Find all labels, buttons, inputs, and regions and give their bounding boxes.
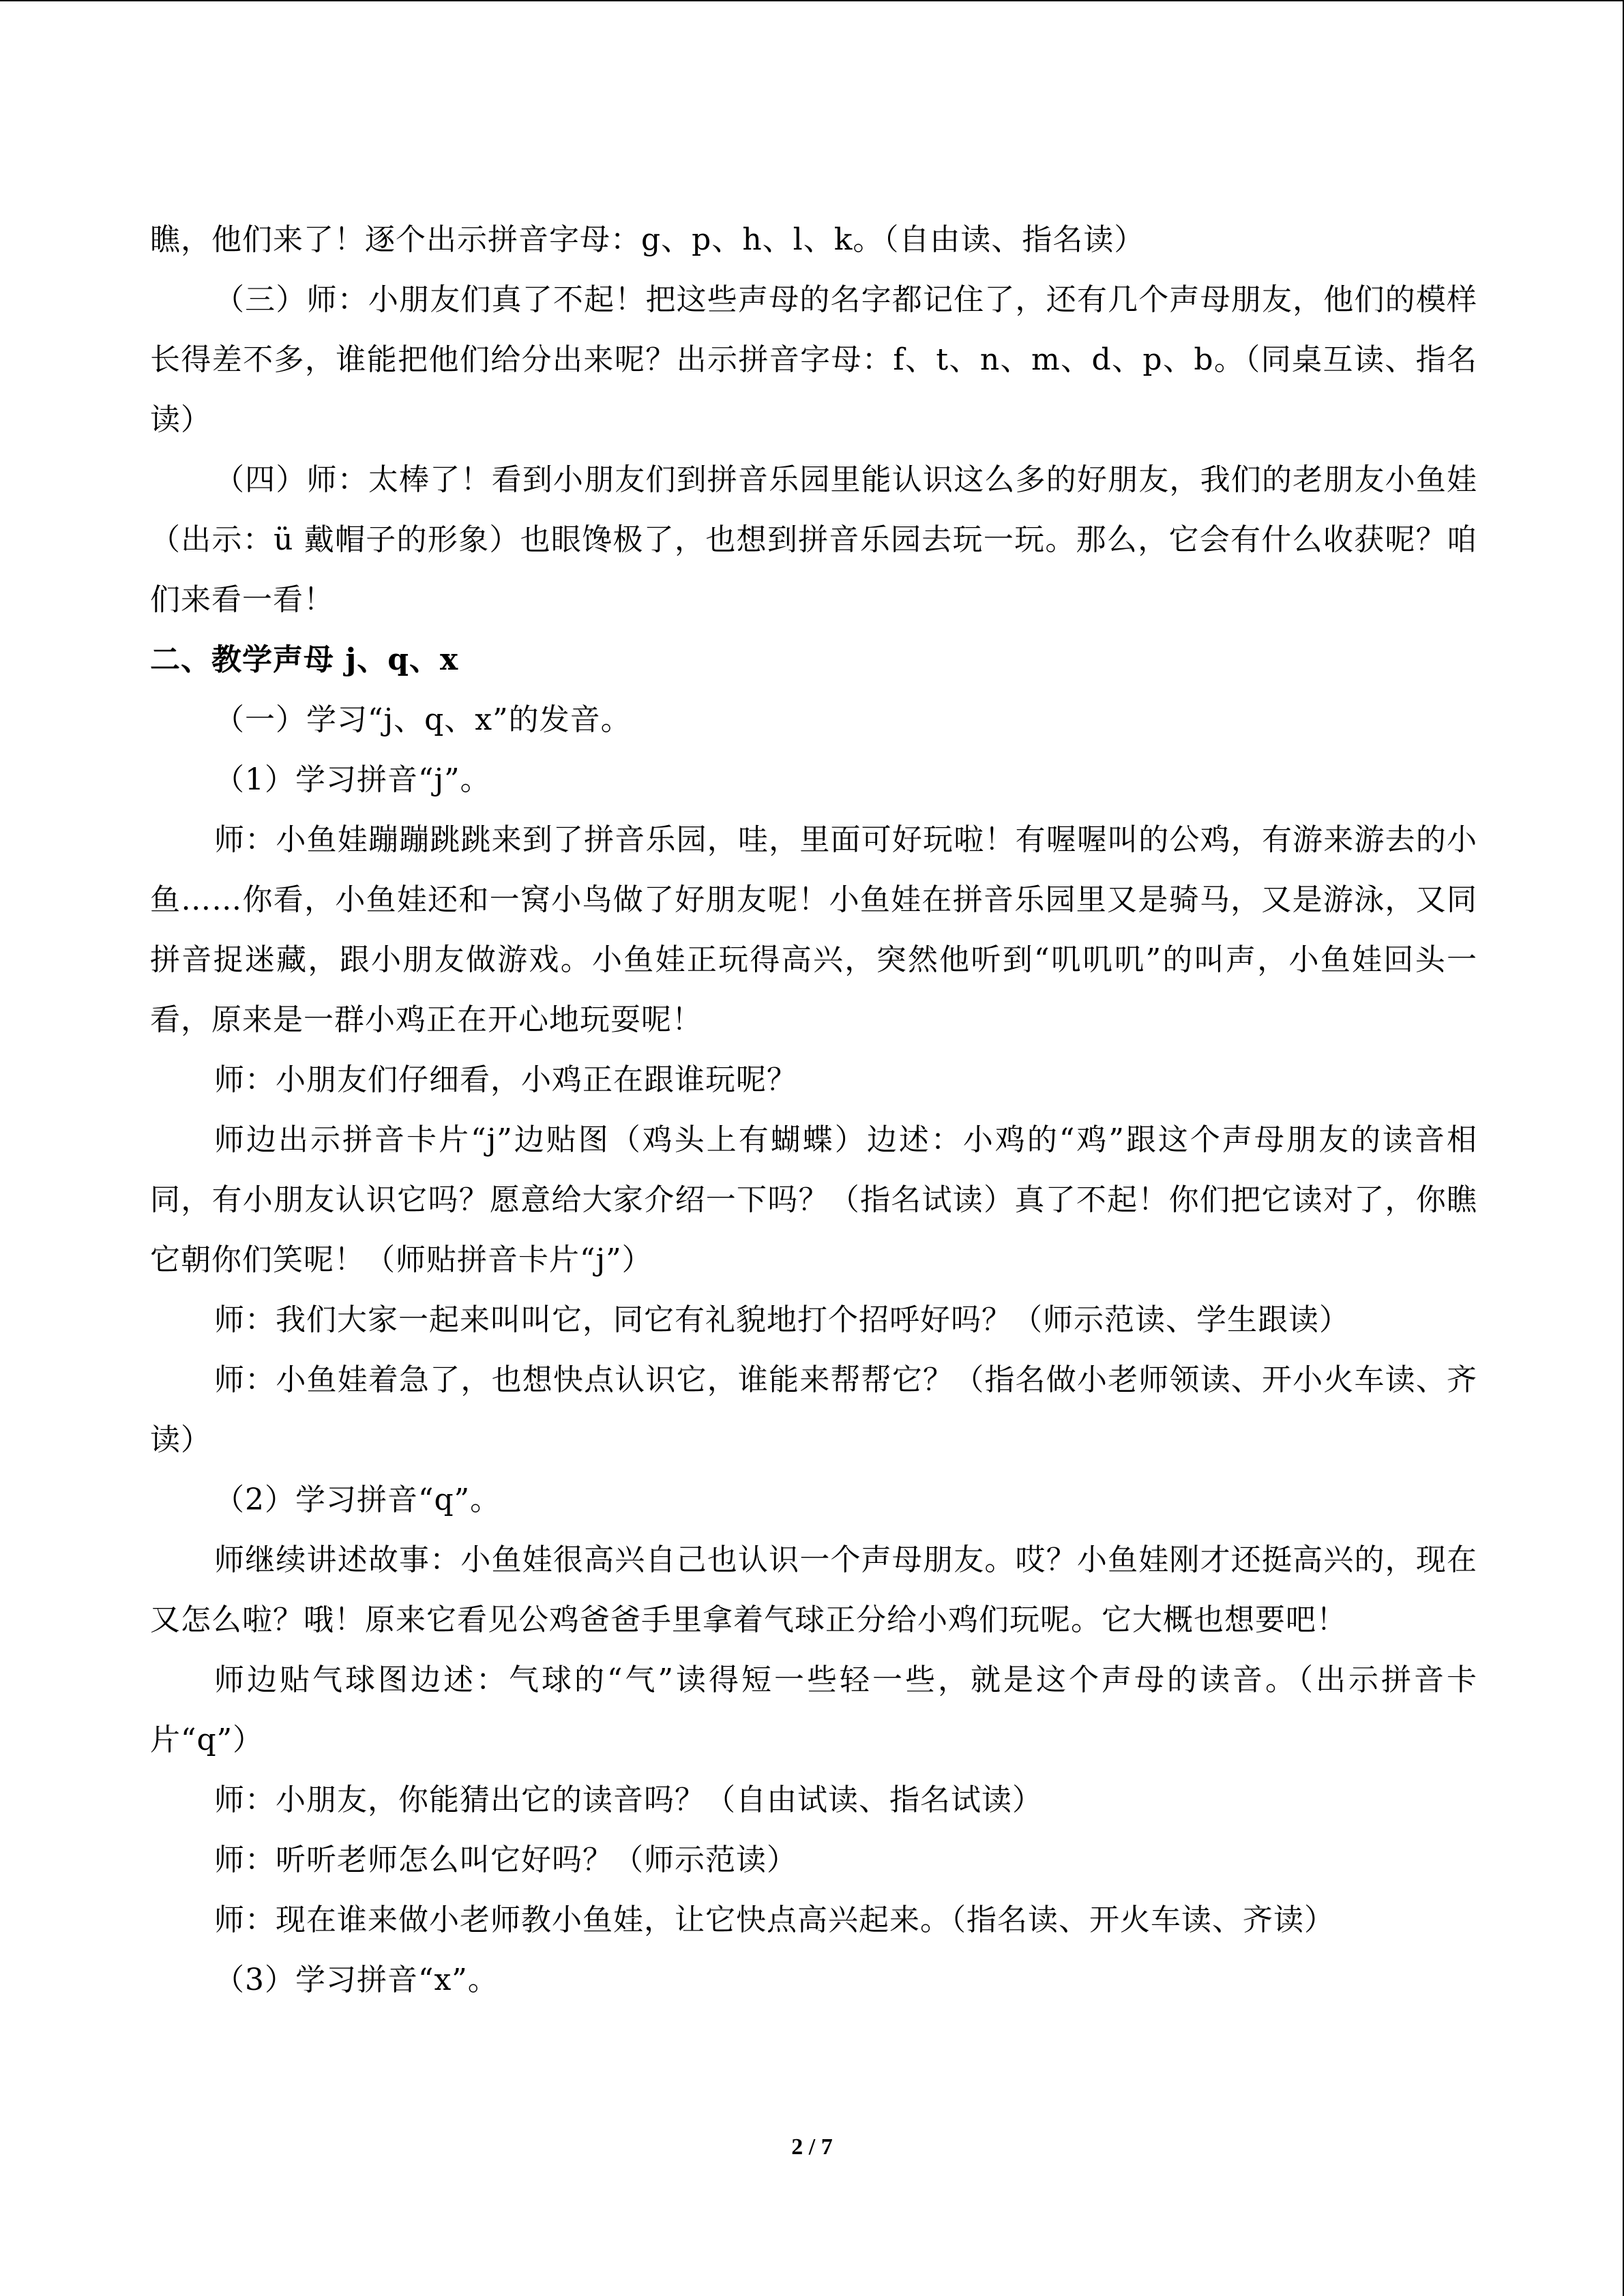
paragraph: 师：我们大家一起来叫叫它，同它有礼貌地打个招呼好吗？（师示范读、学生跟读） xyxy=(214,1302,1350,1337)
paragraph: （1）学习拼音“j”。 xyxy=(214,762,491,797)
paragraph: 师：小朋友，你能猜出它的读音吗？（自由试读、指名试读） xyxy=(214,1783,1043,1817)
section-heading: 二、教学声母 j、q、x xyxy=(150,642,459,677)
paragraph: 师边出示拼音卡片“j”边贴图（鸡头上有蝴蝶）边述：小鸡的“鸡”跟这个声母朋友的读音相同，有小朋友认识它吗？愿意给大家介绍一下吗？（指名试读）真了不起！你们把它读对了，你瞧它朝你们笑呢！（师贴拼音卡片“j”） xyxy=(150,1122,1477,1277)
document-body xyxy=(150,210,1477,2010)
paragraph: 师：小朋友们仔细看，小鸡正在跟谁玩呢？ xyxy=(214,1062,797,1097)
paragraph: 师继续讲述故事：小鱼娃很高兴自己也认识一个声母朋友。哎？小鱼娃刚才还挺高兴的，现在又怎么啦？哦！原来它看见公鸡爸爸手里拿着气球正分给小鸡们玩呢。它大概也想要吧！ xyxy=(150,1542,1477,1637)
paragraph: （四）师：太棒了！看到小朋友们到拼音乐园里能认识这么多的好朋友，我们的老朋友小鱼娃（出示：ü 戴帽子的形象）也眼馋极了，也想到拼音乐园去玩一玩。那么，它会有什么收获呢？咱们来看一看！ xyxy=(150,462,1477,617)
paragraph: 师边贴气球图边述：气球的“气”读得短一些轻一些，就是这个声母的读音。（出示拼音卡片“q”） xyxy=(150,1663,1477,1757)
paragraph-continuation: 瞧，他们来了！逐个出示拼音字母：g、p、h、l、k。（自由读、指名读） xyxy=(150,222,1145,257)
paragraph: 师：小鱼娃蹦蹦跳跳来到了拼音乐园，哇，里面可好玩啦！有喔喔叫的公鸡，有游来游去的小鱼……你看，小鱼娃还和一窝小鸟做了好朋友呢！小鱼娃在拼音乐园里又是骑马，又是游泳，又同拼音捉迷藏，跟小朋友做游戏。小鱼娃正玩得高兴，突然他听到“叽叽叽”的叫声，小鱼娃回头一看，原来是一群小鸡正在开心地玩耍呢！ xyxy=(150,822,1477,1037)
paragraph: （一）学习“j、q、x”的发音。 xyxy=(214,702,632,737)
paragraph: 师：小鱼娃着急了，也想快点认识它，谁能来帮帮它？（指名做小老师领读、开小火车读、齐读） xyxy=(150,1362,1477,1457)
page-number: 2 / 7 xyxy=(791,2134,833,2160)
paragraph: （三）师：小朋友们真了不起！把这些声母的名字都记住了，还有几个声母朋友，他们的模样长得差不多，谁能把他们给分出来呢？出示拼音字母：f、t、n、m、d、p、b。（同桌互读、指名读） xyxy=(150,282,1477,437)
paragraph: （2）学习拼音“q”。 xyxy=(214,1482,501,1517)
paragraph: 师：现在谁来做小老师教小鱼娃，让它快点高兴起来。（指名读、开火车读、齐读） xyxy=(214,1903,1335,1937)
paragraph: （3）学习拼音“x”。 xyxy=(214,1963,499,1997)
paragraph: 师：听听老师怎么叫它好吗？（师示范读） xyxy=(214,1843,797,1877)
